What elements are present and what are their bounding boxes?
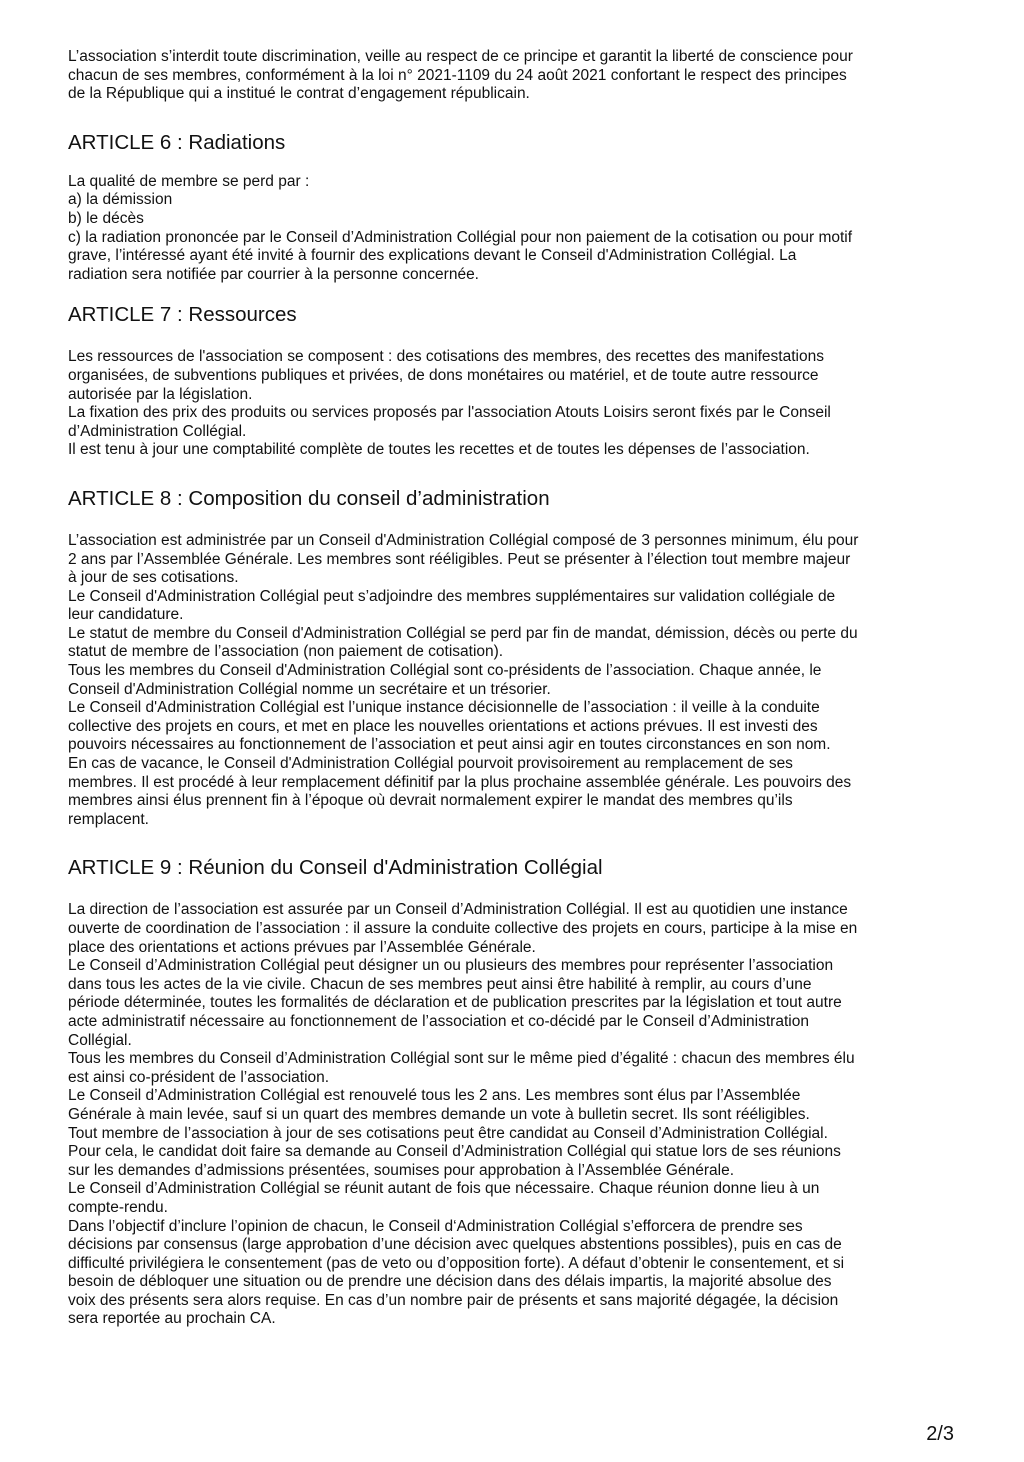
text-line: Tout membre de l’association à jour de ses cotisations peut être candidat au Conseil d’Administration Collégial. xyxy=(68,1124,828,1142)
text-line: Le Conseil d’Administration Collégial peut désigner un ou plusieurs des membres pour représenter l’association xyxy=(68,957,834,975)
text-line: remplacent. xyxy=(68,810,149,828)
text-line: La qualité de membre se perd par : xyxy=(68,172,310,190)
article-8-heading: ARTICLE 8 : Composition du conseil d’administration xyxy=(68,486,550,510)
text-line: En cas de vacance, le Conseil d'Administration Collégial pourvoit provisoirement au remplacement de ses xyxy=(68,755,793,773)
text-line: La fixation des prix des produits ou services proposés par l'association Atouts Loisirs seront fixés par le Conseil xyxy=(68,404,831,422)
text-line: Le statut de membre du Conseil d'Administration Collégial se perd par fin de mandat, démission, décès ou perte du xyxy=(68,624,858,642)
text-line: collective des projets en cours, et met en place les nouvelles orientations et actions prévues. Il est investi des xyxy=(68,717,818,735)
text-line: Les ressources de l'association se composent : des cotisations des membres, des recettes des manifestations xyxy=(68,348,824,366)
article-6-heading: ARTICLE 6 : Radiations xyxy=(68,130,286,154)
text-line: Tous les membres du Conseil d'Administration Collégial sont co-présidents de l’association. Chaque année, le xyxy=(68,662,822,680)
text-line: Le Conseil d’Administration Collégial est renouvelé tous les 2 ans. Les membres sont élus par l’Assemblée xyxy=(68,1087,801,1105)
text-line: 2 ans par l’Assemblée Générale. Les membres sont rééligibles. Peut se présenter à l’élection tout membre majeur xyxy=(68,550,851,568)
text-line: difficulté privilégiera le consentement (pas de veto ou d’opposition forte). A défaut d’obtenir le consentement, et si xyxy=(68,1254,845,1272)
text-line: b) le décès xyxy=(68,209,144,227)
text-line: Tous les membres du Conseil d’Administration Collégial sont sur le même pied d’égalité : chacun des membres élu xyxy=(68,1050,855,1068)
text-line: radiation sera notifiée par courrier à la personne concernée. xyxy=(68,265,479,283)
text-line: leur candidature. xyxy=(68,606,184,624)
text-line: autorisée par la législation. xyxy=(68,385,253,403)
text-line: Le Conseil d’Administration Collégial se réunit autant de fois que nécessaire. Chaque réunion donne lieu à un xyxy=(68,1180,820,1198)
text-line: sera reportée au prochain CA. xyxy=(68,1310,276,1328)
article-8-body xyxy=(68,532,963,830)
article-6-body xyxy=(68,173,963,285)
text-line: Pour cela, le candidat doit faire sa demande au Conseil d’Administration Collégial qui statue lors de ses réunions xyxy=(68,1143,841,1161)
text-line: Il est tenu à jour une comptabilité complète de toutes les recettes et de toutes les dépenses de l’association. xyxy=(68,441,810,459)
text-line: ouverte de coordination de l’association : il assure la conduite collective des projets en cours, participe à la mise en xyxy=(68,920,858,937)
page-number: 2/3 xyxy=(926,1423,954,1445)
intro-paragraph xyxy=(68,48,963,104)
text-line: dans tous les actes de la vie civile. Chacun de ses membres peut ainsi être habilité à remplir, au cours d’une xyxy=(68,975,812,993)
text-line: besoin de débloquer une situation ou de prendre une décision dans des délais impartis, la majorité absolue des xyxy=(68,1273,832,1291)
text-line: compte-rendu. xyxy=(68,1198,168,1216)
document-page xyxy=(68,48,963,1329)
text-line: à jour de ses cotisations. xyxy=(68,569,239,587)
text-line: membres. Il est procédé à leur remplacement définitif par la plus prochaine assemblée générale. Les pouvoirs des xyxy=(68,773,852,791)
text-line: Générale à main levée, sauf si un quart des membres demande un vote à bulletin secret. Ils sont rééligibles. xyxy=(68,1105,810,1123)
text-line: membres ainsi élus prennent fin à l’époque où devrait normalement expirer le mandat des membres qu’ils xyxy=(68,792,793,810)
article-7-heading: ARTICLE 7 : Ressources xyxy=(68,303,297,327)
article-9-heading: ARTICLE 9 : Réunion du Conseil d'Administration Collégial xyxy=(68,856,603,880)
text-line: Collégial. xyxy=(68,1031,132,1049)
text-line: a) la démission xyxy=(68,191,173,209)
text-line: L’association s’interdit toute discrimination, veille au respect de ce principe et garantit la liberté de conscience pour xyxy=(68,48,853,65)
text-line: période déterminée, toutes les formalités de déclaration et de publication prescrites par la législation et tout autre xyxy=(68,994,842,1012)
text-line: La direction de l’association est assurée par un Conseil d’Administration Collégial. Il est au quotidien une instance xyxy=(68,901,848,919)
text-line: Dans l’objectif d’inclure l’opinion de chacun, le Conseil d‘Administration Collégial s’efforcera de prendre ses xyxy=(68,1217,803,1235)
text-line: est ainsi co-président de l’association. xyxy=(68,1068,330,1086)
text-line: de la République qui a institué le contrat d’engagement républicain. xyxy=(68,85,530,103)
text-line: grave, l’intéressé ayant été invité à fournir des explications devant le Conseil d'Administration Collégial. La xyxy=(68,247,797,265)
text-line: décisions par consensus (large approbation d’une décision avec quelques abstentions possibles), puis en cas de xyxy=(68,1236,842,1254)
article-9-body xyxy=(68,901,963,1329)
text-line: acte administratif nécessaire au fonctionnement de l’association et co-décidé par le Conseil d’Administration xyxy=(68,1012,809,1030)
text-line: Le Conseil d'Administration Collégial est l’unique instance décisionnelle de l’association : il veille à la conduite xyxy=(68,699,820,717)
text-line: L’association est administrée par un Conseil d'Administration Collégial composé de 3 personnes minimum, élu pour xyxy=(68,531,859,549)
text-line: c) la radiation prononcée par le Conseil d’Administration Collégial pour non paiement de la cotisation ou pour motif xyxy=(68,228,853,246)
text-line: place des orientations et actions prévues par l’Assemblée Générale. xyxy=(68,938,536,956)
text-line: voix des présents sera alors requise. En cas d’un nombre pair de présents et sans majorité dégagée, la décision xyxy=(68,1291,839,1309)
text-line: Le Conseil d'Administration Collégial peut s’adjoindre des membres supplémentaires sur validation collégiale de xyxy=(68,587,836,605)
text-line: pouvoirs nécessaires au fonctionnement de l’association et peut ainsi agir en toutes circonstances en son nom. xyxy=(68,736,831,754)
text-line: organisées, de subventions publiques et privées, de dons monétaires ou matériel, et de toute autre ressource xyxy=(68,366,819,384)
text-line: statut de membre de l’association (non paiement de cotisation). xyxy=(68,643,504,661)
text-line: d’Administration Collégial. xyxy=(68,422,247,440)
text-line: sur les demandes d’admissions présentées, soumises pour approbation à l’Assemblée Générale. xyxy=(68,1161,735,1179)
text-line: Conseil d'Administration Collégial nomme un secrétaire et un trésorier. xyxy=(68,680,551,698)
article-7-body xyxy=(68,348,963,460)
text-line: chacun de ses membres, conformément à la loi n° 2021-1109 du 24 août 2021 confortant le respect des principes xyxy=(68,66,847,84)
